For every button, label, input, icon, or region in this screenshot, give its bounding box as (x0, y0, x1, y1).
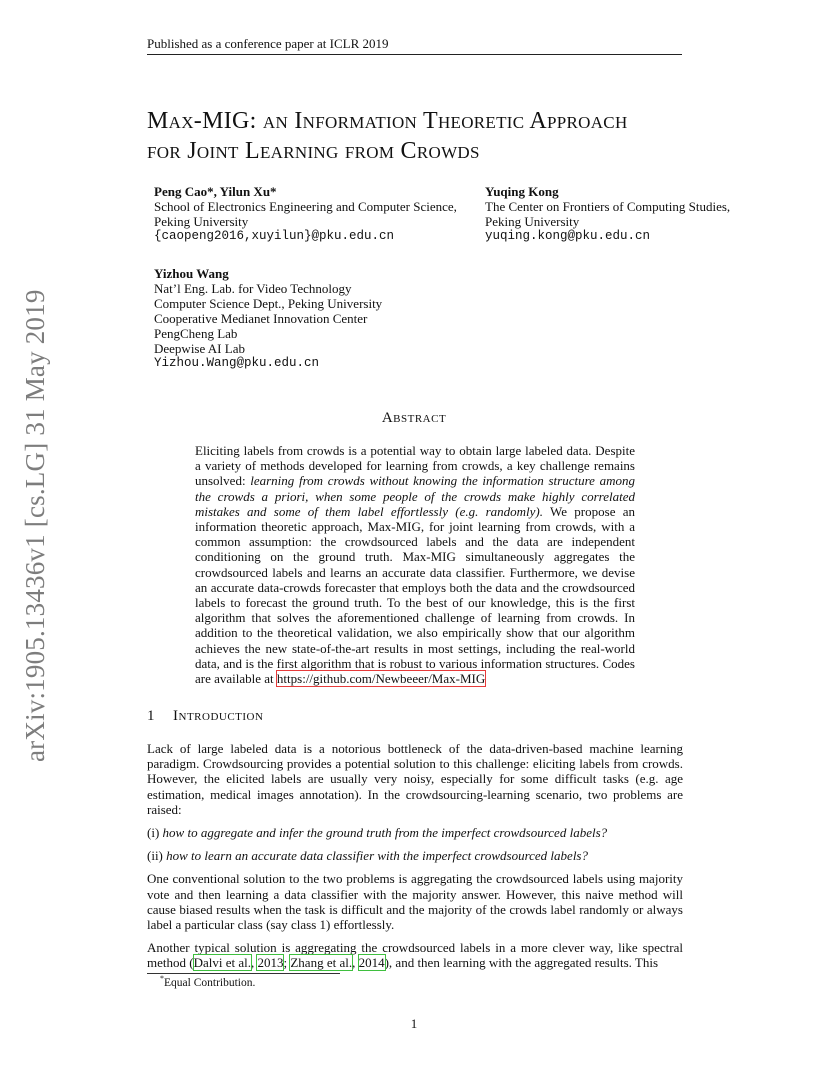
author-affiliation: Peking University (485, 214, 580, 229)
paragraph-text: Another typical solution is aggregating the crowdsourced labels in a more clever way, like spectral method ( (147, 940, 683, 971)
author-affiliation: Deepwise AI Lab (154, 341, 245, 356)
question-text: how to aggregate and infer the ground truth from the imperfect crowdsourced labels? (162, 825, 608, 841)
citation-separator: , (250, 955, 258, 971)
section-number: 1 (147, 708, 155, 724)
code-link[interactable]: https://github.com/Newbeeer/Max-MIG (276, 671, 486, 687)
author-affiliation: Computer Science Dept., Peking University (154, 296, 383, 311)
question-text: how to learn an accurate data classifier with the imperfect crowdsourced labels? (166, 848, 588, 864)
footnote (160, 974, 256, 989)
author-email[interactable]: yuqing.kong@pku.edu.cn (485, 229, 651, 243)
arxiv-identifier[interactable]: arXiv:1905.13436v1 [cs.LG] 31 May 2019 (20, 289, 50, 762)
title-line-1: Max-MIG: an Information Theoretic Approach (147, 108, 628, 134)
author-affiliation: Cooperative Medianet Innovation Center (154, 311, 368, 326)
author-block-1 (154, 184, 484, 244)
footnote-text: Equal Contribution. (164, 977, 256, 989)
abstract-text: Eliciting labels from crowds is a potential way to obtain large labeled data. Despite a variety of methods developed for learning from crowds, a key challenge remains unsolved: (195, 443, 635, 489)
abstract-body (195, 443, 635, 686)
author-affiliation: School of Electronics Engineering and Computer Science, (154, 199, 457, 214)
paragraph: Lack of large labeled data is a notorious bottleneck of the data-driven-based machine learning paradigm. Crowdsourcing provides a potential solution to this challenge: eliciting labels from crowds. However, the elicited labels are usually very noisy, especially for some difficult tasks (e.g. age estimation, medical images annotation). In the crowdsourcing-learning scenario, two problems are raised: (147, 741, 683, 817)
author-email[interactable]: Yizhou.Wang@pku.edu.cn (154, 356, 320, 370)
author-names: Peng Cao*, Yilun Xu* (154, 184, 277, 199)
author-email[interactable]: {caopeng2016,xuyilun}@pku.edu.cn (154, 229, 395, 243)
author-affiliation: Peking University (154, 214, 249, 229)
title-line-2: for Joint Learning from Crowds (147, 138, 480, 164)
paragraph (147, 940, 683, 970)
question-1 (147, 825, 683, 840)
author-affiliation: The Center on Frontiers of Computing Studies, (485, 199, 731, 214)
question-prefix: (i) (147, 825, 163, 841)
author-name: Yizhou Wang (154, 266, 229, 281)
author-affiliation: PengCheng Lab (154, 326, 238, 341)
citation-link[interactable]: Zhang et al. (290, 955, 353, 971)
footnote-divider (147, 973, 340, 974)
question-2 (147, 848, 683, 863)
author-name: Yuqing Kong (485, 184, 559, 199)
footnote-mark: * (160, 974, 164, 984)
author-block-3 (154, 266, 474, 371)
author-affiliation: Nat’l Eng. Lab. for Video Technology (154, 281, 352, 296)
running-head: Published as a conference paper at ICLR 2019 (147, 36, 682, 55)
section-heading (147, 708, 263, 725)
paragraph: One conventional solution to the two problems is aggregating the crowdsourced labels using majority vote and then learning a data classifier with the majority answer. However, this naive method will cause biased results when the task is difficult and the majority of the crowds label randomly or always label a particular class (say class 1) effortlessly. (147, 871, 683, 933)
citation-link[interactable]: Dalvi et al. (193, 955, 251, 971)
question-prefix: (ii) (147, 848, 167, 864)
citation-link[interactable]: 2013 (257, 955, 284, 971)
abstract-heading: Abstract (381, 410, 447, 426)
introduction-body (147, 741, 683, 979)
abstract-italic-text: learning from crowds without knowing the information structure among the crowds a priori, when some people of the crowds make highly correlated mistakes and some of them label effortlessly (e.g. randomly). (195, 473, 635, 519)
paper-title (147, 106, 707, 166)
paragraph-text: ), and then learning with the aggregated results. This (384, 955, 658, 971)
citation-separator: ; (283, 955, 291, 971)
section-title: Introduction (173, 708, 264, 724)
author-block-2 (485, 184, 775, 244)
page-number: 1 (410, 1016, 418, 1031)
abstract-text: We propose an information theoretic approach, Max-MIG, for joint learning from crowds, with a common assumption: the crowdsourced labels and the data are independent conditioning on the ground truth. Max-MIG simultaneously aggregates the crowdsourced labels and learns an accurate data classifier. Furthermore, we devise an accurate data-crowds forecaster that employs both the data and the crowdsourced labels to forecast the ground truth. To the best of our knowledge, this is the first algorithm that solves the aforementioned challenge of learning from crowds. In addition to the theoretical validation, we also empirically show that our algorithm achieves the new state-of-the-art results in most settings, including the real-world data, and is the first algorithm that is robust to various information structures. Codes are available at (195, 503, 635, 687)
citation-link[interactable]: 2014 (358, 955, 385, 971)
citation-separator: , (352, 955, 359, 971)
